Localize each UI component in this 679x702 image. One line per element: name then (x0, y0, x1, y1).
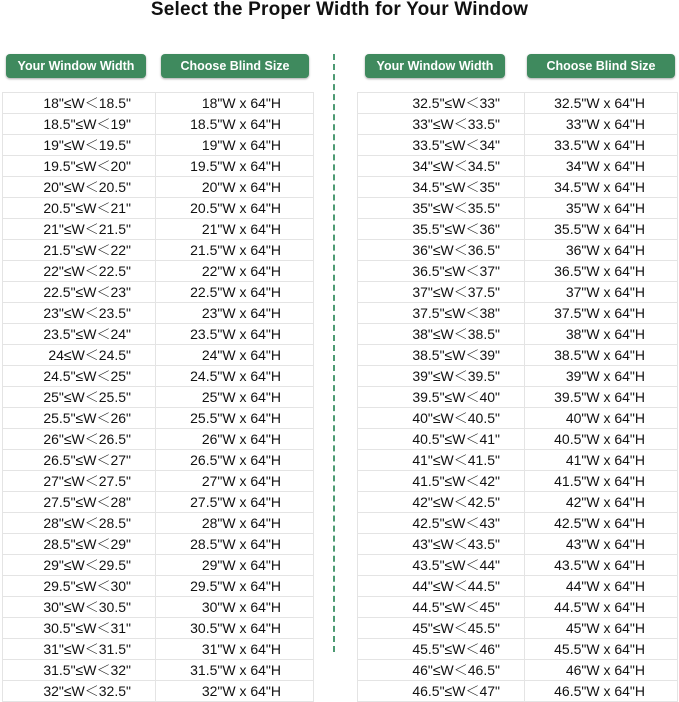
blind-size-cell: 46"W x 64"H (525, 660, 678, 681)
width-range-cell: 32.5"≤W＜33" (358, 93, 525, 114)
table-row (358, 471, 678, 492)
blind-size-cell: 25"W x 64"H (156, 387, 314, 408)
table-row (3, 135, 314, 156)
blind-size-cell: 25.5"W x 64"H (156, 408, 314, 429)
width-range-cell: 36.5"≤W＜37" (358, 261, 525, 282)
table-row (358, 156, 678, 177)
blind-size-cell: 26"W x 64"H (156, 429, 314, 450)
blind-size-cell: 43"W x 64"H (525, 534, 678, 555)
table-row (358, 114, 678, 135)
blind-size-cell: 23"W x 64"H (156, 303, 314, 324)
width-range-cell: 46"≤W＜46.5" (358, 660, 525, 681)
blind-size-cell: 45"W x 64"H (525, 618, 678, 639)
table-row (358, 555, 678, 576)
choose-blind-size-button-right[interactable]: Choose Blind Size (527, 54, 675, 78)
width-range-cell: 26.5"≤W＜27" (3, 450, 156, 471)
width-range-cell: 24.5"≤W＜25" (3, 366, 156, 387)
table-row (358, 387, 678, 408)
table-row (3, 219, 314, 240)
width-range-cell: 43"≤W＜43.5" (358, 534, 525, 555)
table-row (3, 471, 314, 492)
table-row (3, 345, 314, 366)
table-row (3, 261, 314, 282)
blind-size-cell: 42"W x 64"H (525, 492, 678, 513)
width-range-cell: 44.5"≤W＜45" (358, 597, 525, 618)
width-range-cell: 25.5"≤W＜26" (3, 408, 156, 429)
table-row (358, 324, 678, 345)
width-range-cell: 26"≤W＜26.5" (3, 429, 156, 450)
blind-size-cell: 18.5"W x 64"H (156, 114, 314, 135)
table-row (3, 156, 314, 177)
table-row (3, 240, 314, 261)
width-range-cell: 43.5"≤W＜44" (358, 555, 525, 576)
width-range-cell: 34"≤W＜34.5" (358, 156, 525, 177)
blind-size-cell: 44.5"W x 64"H (525, 597, 678, 618)
blind-size-cell: 31"W x 64"H (156, 639, 314, 660)
width-range-cell: 30"≤W＜30.5" (3, 597, 156, 618)
width-range-cell: 21.5"≤W＜22" (3, 240, 156, 261)
width-range-cell: 37"≤W＜37.5" (358, 282, 525, 303)
blind-size-cell: 44"W x 64"H (525, 576, 678, 597)
table-row (358, 408, 678, 429)
table-row (358, 261, 678, 282)
table-row (3, 114, 314, 135)
table-row (3, 177, 314, 198)
width-range-cell: 19"≤W＜19.5" (3, 135, 156, 156)
table-row (3, 513, 314, 534)
width-range-cell: 25"≤W＜25.5" (3, 387, 156, 408)
width-range-cell: 40"≤W＜40.5" (358, 408, 525, 429)
table-row (3, 597, 314, 618)
table-row (358, 93, 678, 114)
blind-size-cell: 27.5"W x 64"H (156, 492, 314, 513)
table-row (358, 429, 678, 450)
width-range-cell: 45.5"≤W＜46" (358, 639, 525, 660)
your-window-width-button-right[interactable]: Your Window Width (365, 54, 505, 78)
table-row (3, 303, 314, 324)
table-row (3, 282, 314, 303)
table-row (358, 303, 678, 324)
width-range-cell: 22.5"≤W＜23" (3, 282, 156, 303)
blind-size-cell: 21.5"W x 64"H (156, 240, 314, 261)
blind-size-cell: 33.5"W x 64"H (525, 135, 678, 156)
width-range-cell: 40.5"≤W＜41" (358, 429, 525, 450)
blind-size-cell: 38"W x 64"H (525, 324, 678, 345)
choose-blind-size-button[interactable]: Choose Blind Size (161, 54, 309, 78)
table-row (3, 450, 314, 471)
width-range-cell: 32"≤W＜32.5" (3, 681, 156, 702)
width-range-cell: 28"≤W＜28.5" (3, 513, 156, 534)
blind-size-cell: 20"W x 64"H (156, 177, 314, 198)
blind-size-cell: 23.5"W x 64"H (156, 324, 314, 345)
width-range-cell: 44"≤W＜44.5" (358, 576, 525, 597)
your-window-width-button[interactable]: Your Window Width (6, 54, 146, 78)
width-range-cell: 35"≤W＜35.5" (358, 198, 525, 219)
width-range-cell: 24≤W＜24.5" (3, 345, 156, 366)
width-range-cell: 38"≤W＜38.5" (358, 324, 525, 345)
width-range-cell: 34.5"≤W＜35" (358, 177, 525, 198)
table-row (358, 576, 678, 597)
width-range-cell: 20"≤W＜20.5" (3, 177, 156, 198)
column-divider (333, 54, 335, 652)
width-range-cell: 42.5"≤W＜43" (358, 513, 525, 534)
width-range-cell: 21"≤W＜21.5" (3, 219, 156, 240)
width-range-cell: 31.5"≤W＜32" (3, 660, 156, 681)
width-range-cell: 41.5"≤W＜42" (358, 471, 525, 492)
width-range-cell: 41"≤W＜41.5" (358, 450, 525, 471)
width-range-cell: 20.5"≤W＜21" (3, 198, 156, 219)
table-row (358, 513, 678, 534)
blind-size-cell: 34.5"W x 64"H (525, 177, 678, 198)
blind-size-cell: 20.5"W x 64"H (156, 198, 314, 219)
width-range-cell: 45"≤W＜45.5" (358, 618, 525, 639)
table-row (358, 219, 678, 240)
width-range-cell: 37.5"≤W＜38" (358, 303, 525, 324)
blind-size-cell: 19.5"W x 64"H (156, 156, 314, 177)
blind-size-cell: 28.5"W x 64"H (156, 534, 314, 555)
width-range-cell: 30.5"≤W＜31" (3, 618, 156, 639)
table-row (3, 198, 314, 219)
width-range-cell: 27.5"≤W＜28" (3, 492, 156, 513)
width-range-cell: 18.5"≤W＜19" (3, 114, 156, 135)
table-row (358, 177, 678, 198)
blind-size-cell: 36.5"W x 64"H (525, 261, 678, 282)
width-range-cell: 29.5"≤W＜30" (3, 576, 156, 597)
width-range-cell: 27"≤W＜27.5" (3, 471, 156, 492)
blind-size-cell: 26.5"W x 64"H (156, 450, 314, 471)
blind-size-cell: 34"W x 64"H (525, 156, 678, 177)
width-range-cell: 18"≤W＜18.5" (3, 93, 156, 114)
blind-size-cell: 39.5"W x 64"H (525, 387, 678, 408)
blind-size-cell: 41.5"W x 64"H (525, 471, 678, 492)
right-size-table (357, 92, 678, 702)
table-row (3, 93, 314, 114)
blind-size-cell: 24"W x 64"H (156, 345, 314, 366)
blind-size-cell: 30.5"W x 64"H (156, 618, 314, 639)
table-row (358, 492, 678, 513)
table-row (3, 555, 314, 576)
width-range-cell: 39"≤W＜39.5" (358, 366, 525, 387)
table-row (3, 408, 314, 429)
table-row (3, 534, 314, 555)
width-range-cell: 39.5"≤W＜40" (358, 387, 525, 408)
blind-size-cell: 35.5"W x 64"H (525, 219, 678, 240)
width-range-cell: 36"≤W＜36.5" (358, 240, 525, 261)
table-row (358, 597, 678, 618)
blind-size-cell: 27"W x 64"H (156, 471, 314, 492)
blind-size-cell: 37"W x 64"H (525, 282, 678, 303)
blind-size-cell: 35"W x 64"H (525, 198, 678, 219)
width-range-cell: 22"≤W＜22.5" (3, 261, 156, 282)
blind-size-cell: 30"W x 64"H (156, 597, 314, 618)
blind-size-cell: 32"W x 64"H (156, 681, 314, 702)
blind-size-cell: 19"W x 64"H (156, 135, 314, 156)
table-row (358, 450, 678, 471)
width-range-cell: 42"≤W＜42.5" (358, 492, 525, 513)
table-row (3, 366, 314, 387)
width-range-cell: 23.5"≤W＜24" (3, 324, 156, 345)
table-row (3, 681, 314, 702)
blind-size-cell: 21"W x 64"H (156, 219, 314, 240)
width-range-cell: 35.5"≤W＜36" (358, 219, 525, 240)
width-range-cell: 33"≤W＜33.5" (358, 114, 525, 135)
table-row (3, 639, 314, 660)
blind-size-cell: 36"W x 64"H (525, 240, 678, 261)
table-row (358, 198, 678, 219)
width-range-cell: 28.5"≤W＜29" (3, 534, 156, 555)
page-title: Select the Proper Width for Your Window (150, 0, 529, 20)
table-row (358, 366, 678, 387)
table-row (3, 492, 314, 513)
width-range-cell: 23"≤W＜23.5" (3, 303, 156, 324)
table-row (3, 387, 314, 408)
blind-size-cell: 33"W x 64"H (525, 114, 678, 135)
blind-size-cell: 45.5"W x 64"H (525, 639, 678, 660)
blind-size-cell: 40"W x 64"H (525, 408, 678, 429)
width-range-cell: 46.5"≤W＜47" (358, 681, 525, 702)
blind-size-cell: 24.5"W x 64"H (156, 366, 314, 387)
blind-size-cell: 39"W x 64"H (525, 366, 678, 387)
table-row (3, 576, 314, 597)
blind-size-cell: 22"W x 64"H (156, 261, 314, 282)
blind-size-cell: 32.5"W x 64"H (525, 93, 678, 114)
width-range-cell: 31"≤W＜31.5" (3, 639, 156, 660)
table-row (3, 324, 314, 345)
blind-size-cell: 46.5"W x 64"H (525, 681, 678, 702)
blind-size-cell: 31.5"W x 64"H (156, 660, 314, 681)
left-size-table (2, 92, 314, 702)
blind-size-cell: 40.5"W x 64"H (525, 429, 678, 450)
blind-size-cell: 22.5"W x 64"H (156, 282, 314, 303)
table-row (358, 660, 678, 681)
blind-size-cell: 38.5"W x 64"H (525, 345, 678, 366)
table-row (3, 429, 314, 450)
width-range-cell: 19.5"≤W＜20" (3, 156, 156, 177)
table-row (358, 345, 678, 366)
table-row (358, 135, 678, 156)
blind-size-cell: 37.5"W x 64"H (525, 303, 678, 324)
width-range-cell: 29"≤W＜29.5" (3, 555, 156, 576)
blind-size-cell: 43.5"W x 64"H (525, 555, 678, 576)
blind-size-cell: 41"W x 64"H (525, 450, 678, 471)
width-range-cell: 38.5"≤W＜39" (358, 345, 525, 366)
table-row (358, 534, 678, 555)
table-row (3, 618, 314, 639)
table-row (358, 618, 678, 639)
width-range-cell: 33.5"≤W＜34" (358, 135, 525, 156)
table-row (358, 639, 678, 660)
blind-size-cell: 18"W x 64"H (156, 93, 314, 114)
table-row (358, 282, 678, 303)
blind-size-cell: 28"W x 64"H (156, 513, 314, 534)
blind-size-cell: 42.5"W x 64"H (525, 513, 678, 534)
table-row (3, 660, 314, 681)
table-row (358, 681, 678, 702)
blind-size-cell: 29.5"W x 64"H (156, 576, 314, 597)
blind-size-cell: 29"W x 64"H (156, 555, 314, 576)
table-row (358, 240, 678, 261)
